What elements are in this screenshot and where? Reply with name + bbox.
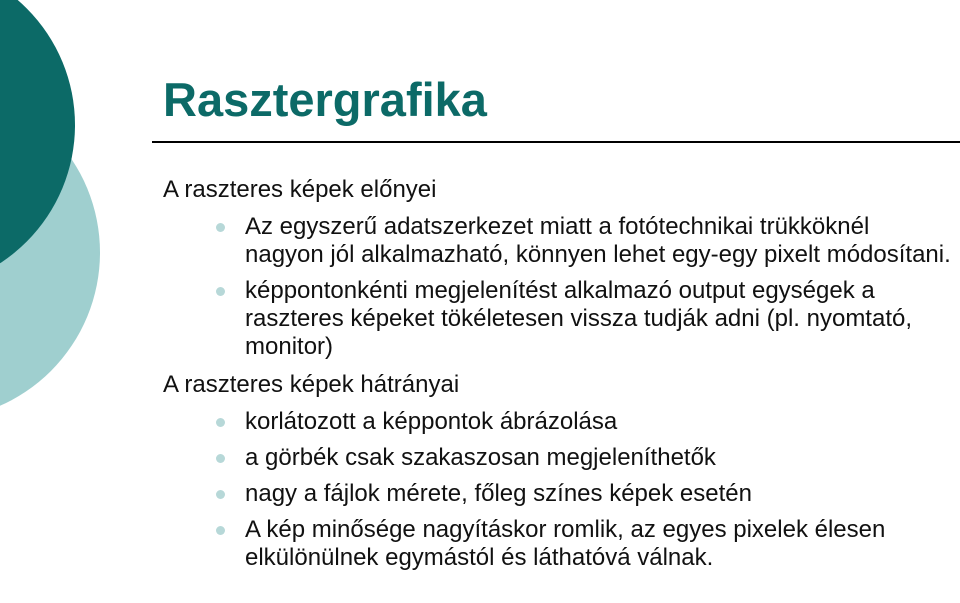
list-item-text: a görbék csak szakaszosan megjeleníthetők	[245, 444, 716, 471]
list-item	[163, 213, 953, 269]
list-item-text: korlátozott a képpontok ábrázolása	[245, 408, 618, 435]
slide-title: Rasztergrafika	[163, 73, 487, 126]
list-item	[163, 516, 953, 572]
list-item-text: Az egyszerű adatszerkezet miatt a fotótechnikai trükköknél nagyon jól alkalmazható, könnyen lehet egy-egy pixelt módosítani.	[245, 213, 951, 268]
bullet-dot-icon	[216, 490, 225, 499]
bullet-dot-icon	[216, 223, 225, 232]
list-item-text: A kép minősége nagyításkor romlik, az egyes pixelek élesen elkülönülnek egymástól és láthatóvá válnak.	[245, 516, 886, 571]
section-heading-disadvantages: A raszteres képek hátrányai	[163, 371, 460, 398]
bullet-dot-icon	[216, 454, 225, 463]
title-underline	[152, 141, 960, 143]
list-item-text: képpontonkénti megjelenítést alkalmazó output egységek a raszteres képeket tökéletesen vissza tudják adni (pl. nyomtató, monitor)	[245, 277, 913, 360]
bullet-dot-icon	[216, 287, 225, 296]
list-item	[163, 480, 953, 508]
list-item	[163, 277, 953, 361]
slide-content	[163, 176, 953, 572]
list-item	[163, 408, 953, 436]
advantages-list	[163, 213, 953, 361]
decorative-circles	[0, 0, 140, 603]
list-item-text: nagy a fájlok mérete, főleg színes képek esetén	[245, 480, 752, 507]
section-heading-advantages: A raszteres képek előnyei	[163, 176, 437, 203]
list-item	[163, 444, 953, 472]
disadvantages-list	[163, 408, 953, 572]
bullet-dot-icon	[216, 526, 225, 535]
bullet-dot-icon	[216, 418, 225, 427]
